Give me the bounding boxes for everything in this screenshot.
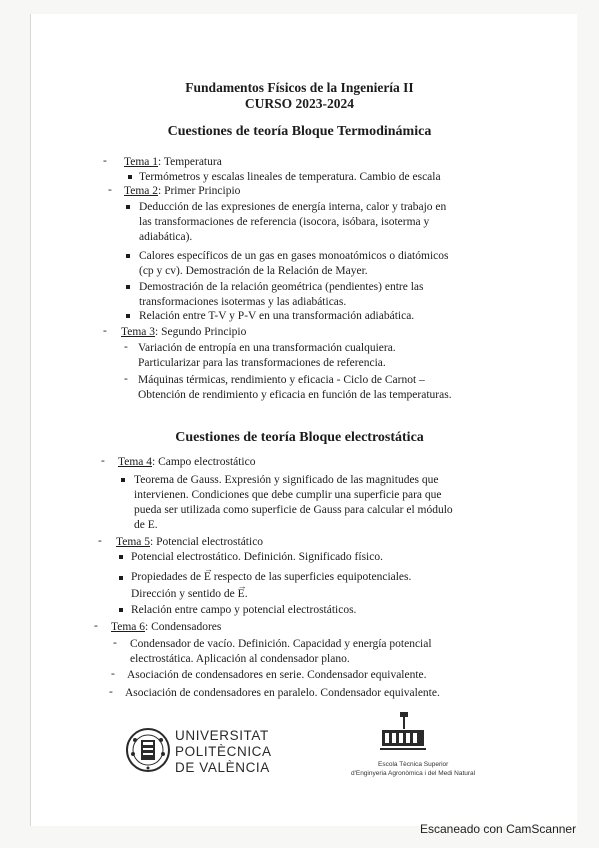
tema-1-line <box>124 155 222 170</box>
list-dash: - <box>101 455 105 467</box>
bullet-square <box>126 205 130 209</box>
tema-4-line <box>118 455 255 470</box>
tema-1-item-1: Termómetros y escalas lineales de temperatura. Cambio de escala <box>139 171 441 183</box>
tema-2-item-1-l1: Deducción de las expresiones de energía interna, calor y trabajo en <box>139 201 447 213</box>
tema-3-item-1-l2: Particularizar para las transformaciones de referencia. <box>138 357 386 369</box>
tema-2-title: : Primer Principio <box>158 185 241 197</box>
tema-6-item-3-l1: Asociación de condensadores en paralelo. Condensador equivalente. <box>125 687 440 699</box>
list-dash: - <box>109 686 113 698</box>
bullet-square <box>126 254 130 258</box>
bullet-square <box>126 314 130 318</box>
tema-6-item-2-l1: Asociación de condensadores en serie. Condensador equivalente. <box>127 669 427 681</box>
tema-2-label: Tema 2 <box>124 185 159 197</box>
tema-5-line <box>116 535 263 550</box>
tema-5-item-2-l1: Propiedades de → E respecto de las superficies equipotenciales. <box>131 564 412 583</box>
tema-5-label: Tema 5 <box>116 536 151 548</box>
tema-2-item-3-l1: Demostración de la relación geométrica (pendientes) entre las <box>139 281 424 293</box>
list-dash: - <box>94 620 98 632</box>
list-dash: - <box>124 373 128 385</box>
section-heading-electro: Cuestiones de teoría Bloque electrostática <box>175 430 424 445</box>
document-title: Fundamentos Físicos de la Ingeniería II <box>185 80 414 95</box>
bullet-square <box>128 175 132 179</box>
bullet-square <box>126 285 130 289</box>
school-logo-icon <box>378 712 428 754</box>
tema-2-item-4-l1: Relación entre T-V y P-V en una transformación adiabática. <box>139 310 415 322</box>
university-name-l2: POLITÈCNICA <box>175 744 272 759</box>
tema-5-item-2-l2: Dirección y sentido de → E. <box>131 581 248 600</box>
tema-3-item-2-l2: Obtención de rendimiento y eficacia en función de las temperaturas. <box>138 389 452 401</box>
course-year: CURSO 2023-2024 <box>244 96 355 111</box>
tema-2-item-2-l2: (cp y cv). Demostración de la Relación de Mayer. <box>139 265 368 277</box>
tema-5-item-3-l1: Relación entre campo y potencial electrostáticos. <box>131 604 357 616</box>
list-dash: - <box>98 535 102 547</box>
list-dash: - <box>103 325 107 337</box>
tema-4-title: : Campo electrostático <box>152 456 256 468</box>
bullet-square <box>119 576 123 580</box>
tema-3-item-2-l1: Máquinas térmicas, rendimiento y eficacia - Ciclo de Carnot – <box>138 374 425 386</box>
list-dash: - <box>111 668 115 680</box>
school-name-l2: d'Enginyeria Agronòmica i del Medi Natural <box>351 770 476 777</box>
bullet-square <box>119 608 123 612</box>
tema-4-item-1-l2: intervienen. Condiciones que debe cumplir una superficie para que <box>134 489 442 501</box>
tema-2-item-1-l2: las transformaciones de referencia (isocora, isóbara, isoterma y <box>139 216 430 228</box>
university-name-l1: UNIVERSITAT <box>175 728 269 743</box>
camscanner-watermark: Escaneado con CamScanner <box>420 822 577 836</box>
tema-5-title: : Potencial electrostático <box>150 536 264 548</box>
university-name-l3: DE VALÈNCIA <box>175 760 270 775</box>
bullet-square <box>119 555 123 559</box>
vector-arrow-icon: → <box>237 581 247 591</box>
tema-4-item-1-l1: Teorema de Gauss. Expresión y significado de las magnitudes que <box>134 474 439 486</box>
tema-6-label: Tema 6 <box>111 621 146 633</box>
list-dash: - <box>108 184 112 196</box>
tema-1-title: : Temperatura <box>158 156 222 168</box>
vector-e: → E <box>203 564 213 583</box>
tema-3-line <box>121 325 246 340</box>
tema-2-item-3-l2: transformaciones isotermas y las adiabáticas. <box>139 296 347 308</box>
tema-4-item-1-l3: pueda ser utilizada como superficie de Gauss para calcular el módulo <box>134 504 453 516</box>
list-dash: - <box>103 155 107 167</box>
vector-arrow-icon: → <box>203 564 213 574</box>
tema-3-label: Tema 3 <box>121 326 156 338</box>
university-seal-icon <box>125 726 171 774</box>
tema-2-item-1-l3: adiabática). <box>139 231 193 243</box>
tema-3-item-1-l1: Variación de entropía en una transformación cualquiera. <box>138 342 396 354</box>
section-heading-thermo: Cuestiones de teoría Bloque Termodinámica <box>167 124 432 139</box>
tema-4-item-1-l4: de E. <box>134 519 158 531</box>
list-dash: - <box>113 637 117 649</box>
tema-4-label: Tema 4 <box>118 456 153 468</box>
tema-6-title: : Condensadores <box>145 621 222 633</box>
tema-6-line <box>111 620 221 635</box>
school-name-l1: Escola Tècnica Superior <box>378 761 449 768</box>
tema-6-item-1-l1: Condensador de vacío. Definición. Capacidad y energía potencial <box>130 638 432 650</box>
tema-2-item-2-l1: Calores específicos de un gas en gases monoatómicos o diatómicos <box>139 250 449 262</box>
list-dash: - <box>124 341 128 353</box>
tema-2-line <box>124 184 240 199</box>
tema-6-item-1-l2: electrostática. Aplicación al condensador plano. <box>130 653 350 665</box>
bullet-square <box>121 478 125 482</box>
vector-e: → E <box>237 581 247 600</box>
tema-3-title: : Segundo Principio <box>155 326 247 338</box>
tema-1-label: Tema 1 <box>124 156 159 168</box>
tema-5-item-1-l1: Potencial electrostático. Definición. Significado físico. <box>131 551 383 563</box>
